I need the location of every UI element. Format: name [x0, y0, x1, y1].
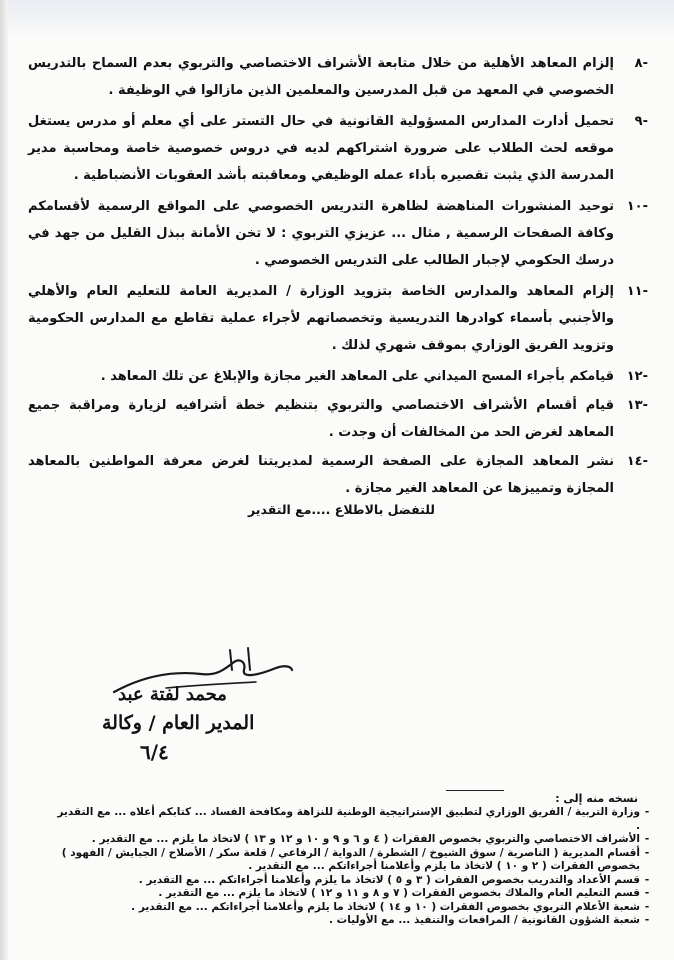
item-text: توحيد المنشورات المناهضة لظاهرة التدريس الخصوصي على المواقع الرسمية لأقسامكم وكافة الصفحات الرسمية , مثال ... عزيزي التربوي : لا تخن الأمانة ببذل القليل من جهد في درسك الحكومي لإجبار الطالب على التدريس الخصوصي . — [28, 199, 614, 268]
cc-item — [54, 847, 654, 874]
bullet-dash: - — [644, 806, 650, 818]
directive-item-14 — [28, 448, 648, 502]
directive-item-10 — [28, 193, 648, 274]
signature-date: ٦/٤ — [140, 740, 169, 764]
cc-item-text: وزارة التربية / الفريق الوزاري لتطبيق الإستراتيجية الوطنية للنزاهة ومكافحة الفساد ... كتابكم أعلاه ... مع التقدير . — [57, 806, 640, 832]
item-text: قيام أقسام الأشراف الاختصاصي والتربوي بتنظيم خطة أشرافيه لزيارة ومراقبة جميع المعاهد لغرض الحد من المخالفات أن وجدت . — [28, 398, 614, 440]
directive-item-9 — [28, 108, 648, 189]
cc-divider — [446, 790, 504, 791]
bullet-dash: - — [644, 887, 650, 899]
item-text: تحميل أدارت المدارس المسؤولية القانونية في حال التستر على أي معلم أو مدرس يستغل موقعه لحث الطلاب على ضرورة اشتراكهم لديه في دروس خصوصية خاصة ومحاسبة مدير المدرسة الذي يثبت تقصيره بأداء عمله الوظيفي ومعاقبته بأشد العقوبات الأنضباطية . — [28, 114, 614, 183]
item-number: ١٤- — [626, 454, 648, 469]
signatory-title: المدير العام / وكالة — [102, 712, 255, 734]
cc-item — [54, 806, 654, 833]
bullet-dash: - — [644, 900, 650, 913]
item-number: ١٣- — [626, 398, 648, 413]
bullet-dash: - — [644, 873, 650, 886]
cc-item-text: قسم التعليم العام والملاك بخصوص الفقرات ( ٧ و ٨ و ١١ و ١٢ ) لاتخاذ ما يلزم ... مع التقدير . — [158, 887, 640, 899]
item-number: ٨- — [634, 56, 648, 71]
cc-item — [54, 833, 654, 847]
directive-item-12 — [28, 363, 648, 390]
directive-item-11 — [28, 278, 648, 359]
cc-list — [54, 806, 654, 928]
bullet-dash: - — [644, 846, 650, 859]
cc-item — [54, 901, 654, 915]
item-number: ١٠- — [626, 199, 648, 214]
cc-heading: نسخه منه إلى : — [555, 792, 638, 805]
item-number: ١١- — [626, 284, 648, 299]
directives-list — [28, 50, 648, 502]
bullet-dash: - — [644, 914, 650, 926]
directive-item-8 — [28, 50, 648, 104]
signatory-name: محمد لفتة عبد — [118, 684, 227, 705]
cc-item-text: شعبة الشؤون القانونية / المرافعات والتنفيذ ... مع الأوليات . — [329, 914, 640, 926]
item-text: إلزام المعاهد والمدارس الخاصة بتزويد الوزارة / المديرية العامة للتعليم العام والأهلي والأجنبي بأسماء كوادرها التدريسية وتخصصاتهم لأجراء عملية تقاطع مع المدارس الحكومية وتزويد الفريق الوزاري بموقف شهري لذلك . — [28, 284, 614, 353]
cc-item-text: قسم الأعداد والتدريب بخصوص الفقرات ( ٣ و ٥ ) لاتخاذ ما يلزم وأعلامنا أجراءاتكم ... مع التقدير . — [138, 873, 640, 886]
cc-item-text: شعبة الأعلام التربوي بخصوص الفقرات ( ١٠ و ١٤ ) لاتخاذ ما يلزم وأعلامنا أجراءاتكم ... مع التقدير . — [131, 900, 640, 913]
cc-item-text: أقسام المديرية ( الناصرية / سوق الشيوخ / الشطرة / الدواية / الرفاعي / قلعة سكر / الأصلاح / الجبايش / الفهود ) بخصوص الفقرات ( ٢ و ١٠ ) لاتخاذ ما يلزم وأعلامنا أجراءاتكم ... مع التقدير . — [61, 846, 640, 872]
cc-item — [54, 914, 654, 928]
directive-item-13 — [28, 392, 648, 446]
scan-shading — [0, 0, 674, 40]
closing-line: للتفضل بالاطلاع ....مع التقدير — [248, 502, 435, 517]
item-text: إلزام المعاهد الأهلية من خلال متابعة الأشراف الاختصاصي والتربوي بعدم السماح بالتدريس الخصوصي في المعهد من قبل المدرسين والمعلمين الذين مازالوا في الوظيفة . — [28, 56, 614, 98]
item-number: ١٢- — [626, 369, 648, 384]
cc-item — [54, 874, 654, 888]
page-edge-shadow — [0, 0, 8, 960]
cc-item-text: الأشراف الاختصاصي والتربوي بخصوص الفقرات ( ٤ و ٦ و ٩ و ١٠ و ١٢ و ١٣ ) لاتخاذ ما يلزم ... مع التقدير . — [91, 833, 640, 845]
item-number: ٩- — [634, 114, 648, 129]
item-text: نشر المعاهد المجازة على الصفحة الرسمية لمديريتنا لغرض معرفة المواطنين بالمعاهد المجازة وتمييزها عن المعاهد الغير مجازة . — [28, 454, 614, 496]
item-text: قيامكم بأجراء المسح الميداني على المعاهد الغير مجازة والإبلاغ عن تلك المعاهد . — [100, 369, 614, 384]
bullet-dash: - — [644, 833, 650, 845]
cc-item — [54, 887, 654, 901]
